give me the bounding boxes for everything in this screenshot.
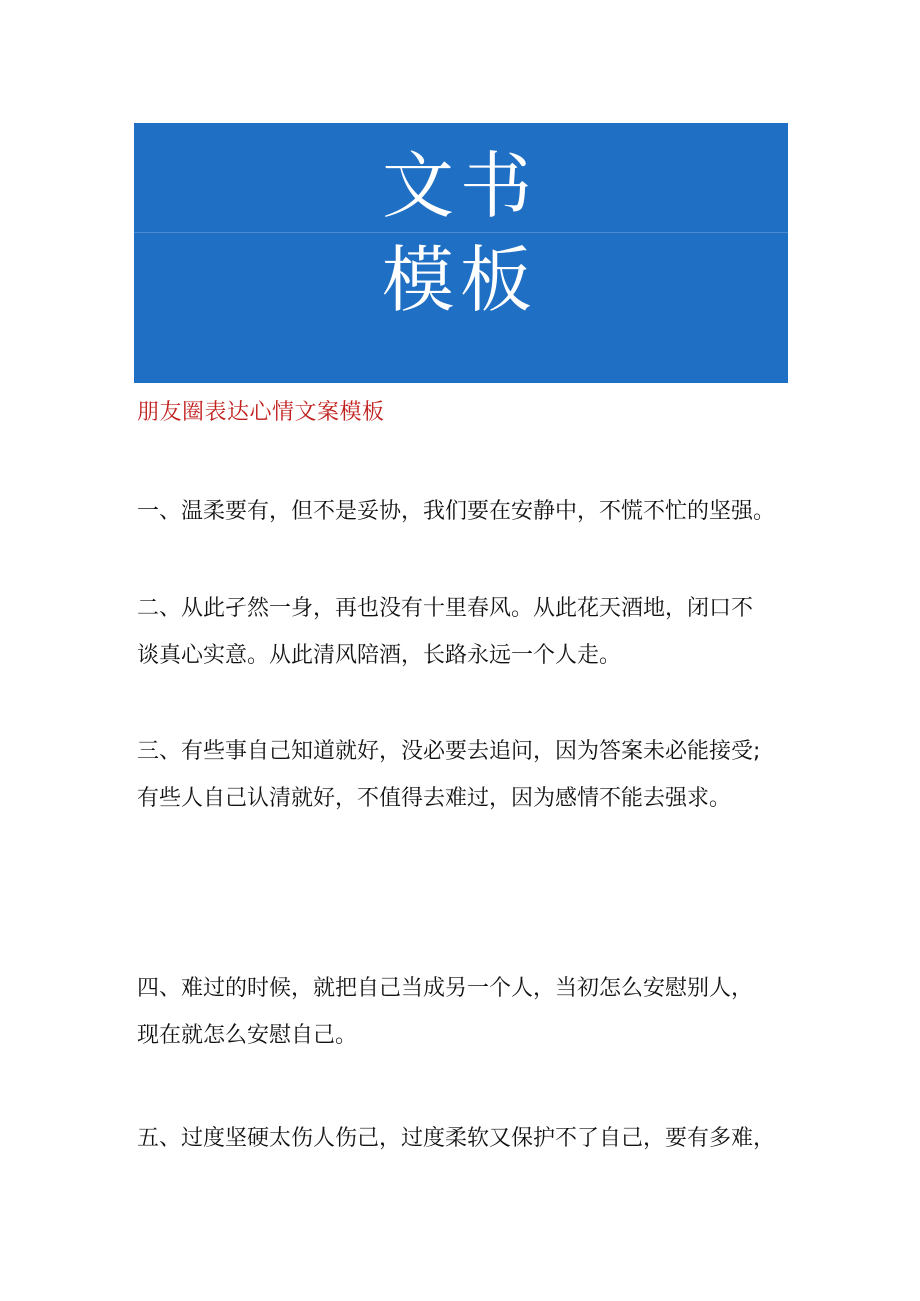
paragraph-line: 一、温柔要有，但不是妥协，我们要在安静中，不慌不忙的坚强。 — [137, 499, 776, 524]
document-subtitle: 朋友圈表达心情文案模板 — [137, 400, 385, 425]
banner-title-line-2: 模板 — [381, 238, 538, 322]
paragraph-line: 谈真心实意。从此清风陪酒，长路永远一个人走。 — [137, 643, 622, 668]
paragraph-line: 二、从此孑然一身，再也没有十里春风。从此花天酒地，闭口不 — [137, 596, 754, 621]
banner-title-line-1: 文书 — [381, 144, 538, 228]
banner-divider — [134, 232, 788, 233]
paragraph-line: 现在就怎么安慰自己。 — [137, 1023, 358, 1048]
paragraph-line: 四、难过的时候，就把自己当成另一个人，当初怎么安慰别人， — [137, 976, 754, 1001]
paragraph-4 — [137, 965, 809, 1059]
paragraph-line: 有些人自己认清就好，不值得去难过，因为感情不能去强求。 — [137, 786, 732, 811]
paragraph-2 — [137, 585, 809, 679]
paragraph-line: 三、有些事自己知道就好，没必要去追问，因为答案未必能接受; — [137, 739, 761, 764]
paragraph-line: 五、过度坚硬太伤人伤己，过度柔软又保护不了自己，要有多难， — [137, 1126, 776, 1151]
paragraph-3 — [137, 728, 809, 822]
paragraph-5 — [137, 1115, 809, 1162]
paragraph-1 — [137, 488, 809, 535]
